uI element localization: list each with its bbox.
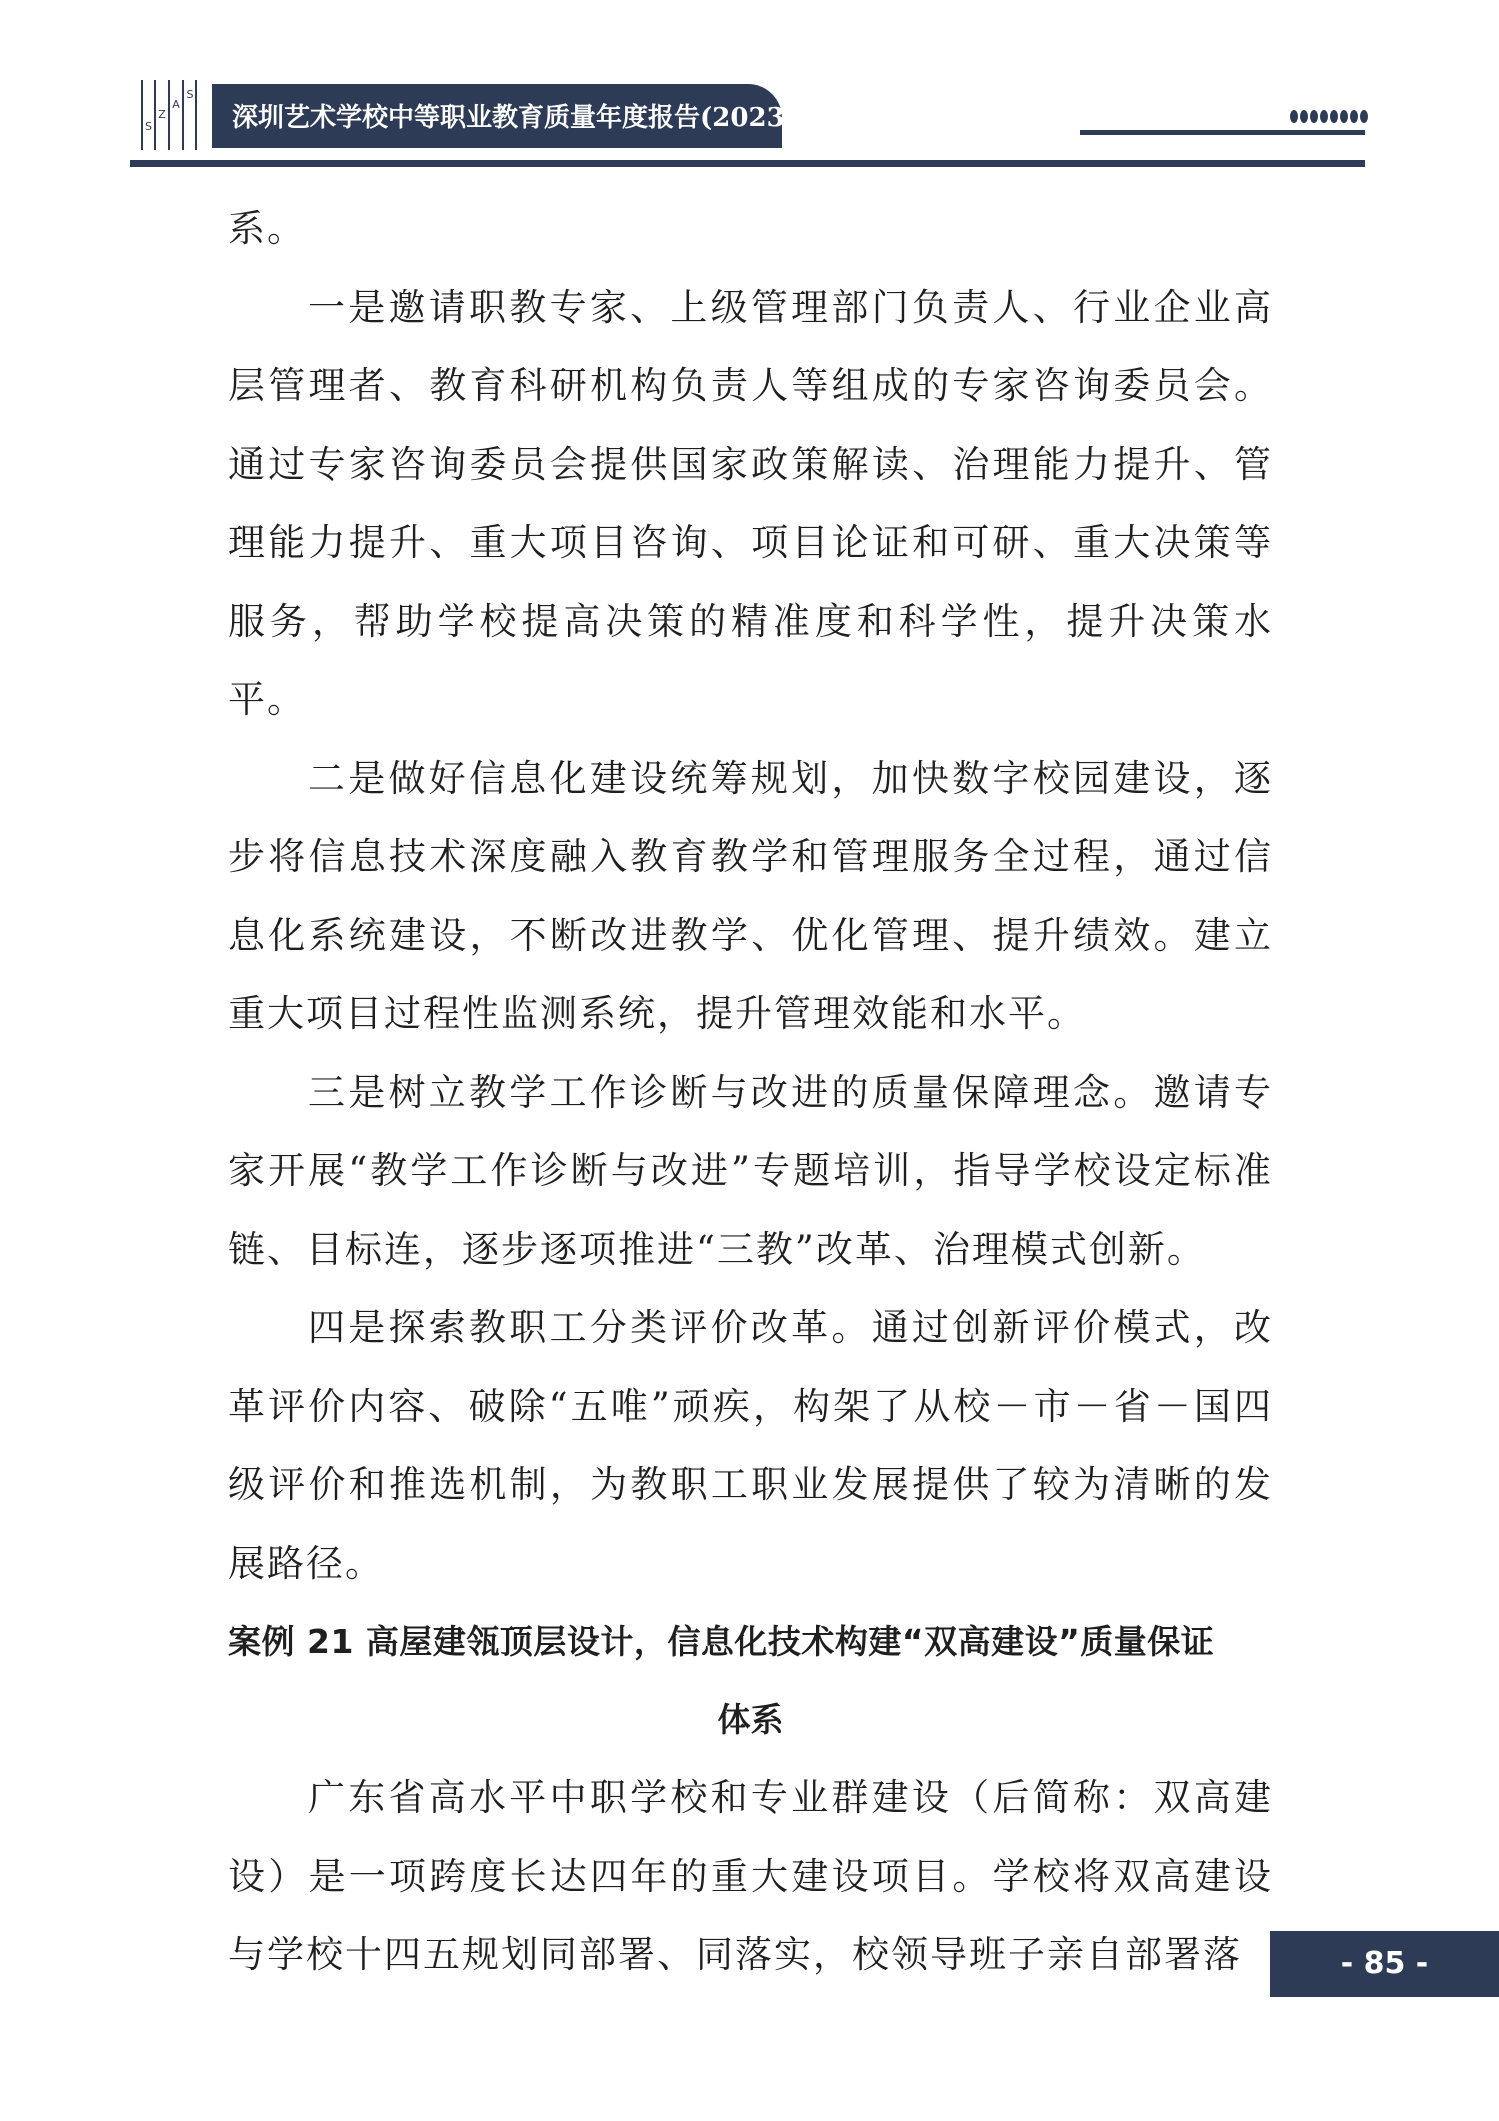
logo-letter-3: A (172, 98, 180, 111)
logo-letter-4: S (186, 88, 194, 101)
report-title: 深圳艺术学校中等职业教育质量年度报告(2023) (232, 103, 797, 133)
logo-letter-2: Z (158, 108, 166, 121)
header-rule (130, 160, 1365, 167)
decorative-dots (1290, 110, 1368, 124)
header-accent-rule (1080, 130, 1365, 135)
logo-letter-1: S (145, 120, 152, 133)
paragraph-informatization: 二是做好信息化建设统筹规划，加快数字校园建设，逐步将信息技术深度融入教育教学和管理服务全过程，通过信息化系统建设，不断改进教学、优化管理、提升绩效。建立重大项目过程性监测系统，提升管理效能和水平。 (228, 756, 1273, 1035)
paragraph-staff-evaluation: 四是探索教职工分类评价改革。通过创新评价模式，改革评价内容、破除“五唯”顽疾，构架了从校－市－省－国四级评价和推选机制，为教职工职业发展提供了较为清晰的发展路径。 (228, 1306, 1273, 1585)
paragraph-double-high: 广东省高水平中职学校和专业群建设（后简称：双高建设）是一项跨度长达四年的重大建设项目。学校将双高建设与学校十四五规划同部署、同落实，校领导班子亲自部署落 (228, 1776, 1273, 1976)
case-title-continued: 体系 (717, 1700, 784, 1739)
continuation-text: 系。 (228, 207, 306, 250)
page-body (228, 190, 1273, 1995)
case-title: 案例 21 高屋建瓴顶层设计，信息化技术构建“双高建设”质量保证 (228, 1622, 1215, 1661)
page-number: - 85 - (1270, 1931, 1499, 1997)
school-logo (140, 80, 198, 150)
paragraph-quality-assurance: 三是树立教学工作诊断与改进的质量保障理念。邀请专家开展“教学工作诊断与改进”专题培训，指导学校设定标准链、目标连，逐步逐项推进“三教”改革、治理模式创新。 (228, 1070, 1273, 1271)
paragraph-expert-committee: 一是邀请职教专家、上级管理部门负责人、行业企业高层管理者、教育科研机构负责人等组成的专家咨询委员会。通过专家咨询委员会提供国家政策解读、治理能力提升、管理能力提升、重大项目咨询、项目论证和可研、重大决策等服务，帮助学校提高决策的精准度和科学性，提升决策水平。 (228, 285, 1273, 721)
